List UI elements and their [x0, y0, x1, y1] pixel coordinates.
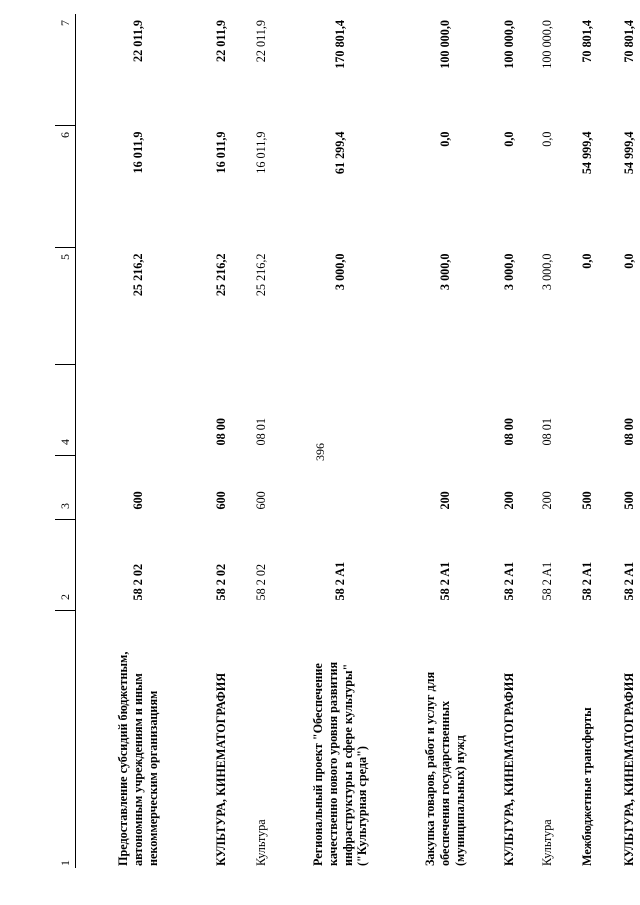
table-header-row	[55, 14, 76, 868]
table-cell-c6: 0,0	[540, 131, 555, 147]
column-header-2: 2	[55, 520, 76, 611]
table-row	[243, 14, 281, 868]
table-cell-c5: 3 000,0	[540, 253, 555, 291]
table-cell-c3: 500	[622, 491, 637, 510]
budget-table	[55, 14, 640, 868]
table-cell-c4	[281, 365, 401, 456]
budget-table-rotated	[55, 20, 637, 868]
table-cell-c6: 54 999,4	[580, 131, 595, 175]
table-cell-c7: 100 000,0	[540, 20, 555, 69]
table-cell-c5: 3 000,0	[438, 253, 453, 291]
table-cell-c2: 58 2 02	[254, 563, 269, 601]
table-cell-c1: Культура	[540, 819, 555, 866]
table-cell-c7: 70 801,4	[580, 20, 595, 63]
table-cell-c2: 58 2 02	[214, 563, 229, 601]
table-cell-c3: 200	[540, 491, 555, 510]
column-header-5: 5	[55, 248, 76, 365]
table-row	[491, 14, 529, 868]
table-cell-c1: КУЛЬТУРА, КИНЕМАТОГРАФИЯ	[622, 672, 637, 866]
table-cell-c6: 61 299,4	[333, 131, 348, 175]
column-header-1: 1	[55, 611, 76, 869]
table-cell-c2: 58 2 A1	[333, 561, 348, 601]
table-cell-c5: 25 216,2	[254, 253, 269, 297]
table-row	[529, 14, 567, 868]
table-cell-c7: 170 801,4	[333, 20, 348, 69]
table-cell-c5: 25 216,2	[214, 253, 229, 297]
table-cell-c1: Региональный проект "Обеспечение качественно нового уровня развития инфраструктуры в сфере культуры" ("Культурная среда")	[310, 661, 370, 866]
table-cell-c5: 3 000,0	[333, 253, 348, 291]
table-cell-c3: 200	[438, 491, 453, 510]
table-cell-c6: 16 011,9	[254, 131, 269, 174]
table-cell-c2: 58 2 A1	[580, 561, 595, 601]
table-cell-c1: Культура	[254, 819, 269, 866]
table-cell-c5: 0,0	[580, 253, 595, 269]
table-row	[609, 14, 640, 868]
table-cell-c3	[281, 456, 401, 520]
table-cell-c6: 54 999,4	[622, 131, 637, 175]
table-cell-c5: 25 216,2	[130, 253, 145, 297]
column-header-4: 4	[55, 365, 76, 456]
table-cell-c2: 58 2 A1	[622, 561, 637, 601]
column-header-6: 6	[55, 126, 76, 248]
table-cell-c6: 0,0	[502, 131, 517, 147]
table-cell-c7: 70 801,4	[622, 20, 637, 63]
table-cell-c4: 08 00	[622, 418, 637, 446]
table-cell-c5: 3 000,0	[502, 253, 517, 291]
table-cell-c1: КУЛЬТУРА, КИНЕМАТОГРАФИЯ	[502, 672, 517, 866]
table-cell-c7: 22 011,9	[254, 20, 269, 63]
table-cell-c4	[76, 365, 201, 456]
table-cell-c6: 0,0	[438, 131, 453, 147]
table-cell-c4: 08 01	[254, 418, 269, 446]
table-row	[76, 14, 201, 868]
table-cell-c6: 16 011,9	[130, 131, 145, 174]
table-cell-c6: 16 011,9	[214, 131, 229, 174]
table-cell-c3: 600	[214, 491, 229, 510]
table-cell-c7: 22 011,9	[214, 20, 229, 62]
table-row	[567, 14, 609, 868]
table-cell-c4: 08 01	[540, 418, 555, 446]
table-cell-c3: 600	[254, 491, 269, 510]
table-cell-c7: 100 000,0	[438, 20, 453, 69]
table-cell-c4: 08 00	[214, 418, 229, 446]
table-cell-c3: 600	[130, 491, 145, 510]
column-header-7: 7	[55, 14, 76, 126]
table-cell-c7: 22 011,9	[130, 20, 145, 62]
page-number-text: 396	[313, 443, 327, 461]
table-cell-c1: Закупка товаров, работ и услуг для обеспечения государственных (муниципальных) нужд	[423, 671, 467, 866]
table-cell-c1: Предоставление субсидий бюджетным, автономным учреждениям и иным некоммерческим организациям	[115, 651, 160, 866]
table-row	[281, 14, 401, 868]
table-cell-c3: 500	[580, 491, 595, 510]
table-cell-c4: 08 00	[502, 418, 517, 446]
table-cell-c2: 58 2 A1	[438, 561, 453, 601]
table-cell-c2: 58 2 A1	[540, 561, 555, 601]
table-cell-c3: 200	[502, 491, 517, 510]
table-row	[401, 14, 491, 868]
table-cell-c2: 58 2 A1	[502, 561, 517, 601]
table-cell-c4	[401, 365, 491, 456]
table-cell-c4	[567, 365, 609, 456]
column-header-3: 3	[55, 456, 76, 520]
table-cell-c2: 58 2 02	[130, 563, 145, 601]
table-row	[201, 14, 243, 868]
table-cell-c7: 100 000,0	[502, 20, 517, 69]
table-cell-c1: Межбюджетные трансферты	[580, 707, 595, 866]
table-cell-c5: 0,0	[622, 253, 637, 269]
table-cell-c1: КУЛЬТУРА, КИНЕМАТОГРАФИЯ	[214, 672, 229, 866]
